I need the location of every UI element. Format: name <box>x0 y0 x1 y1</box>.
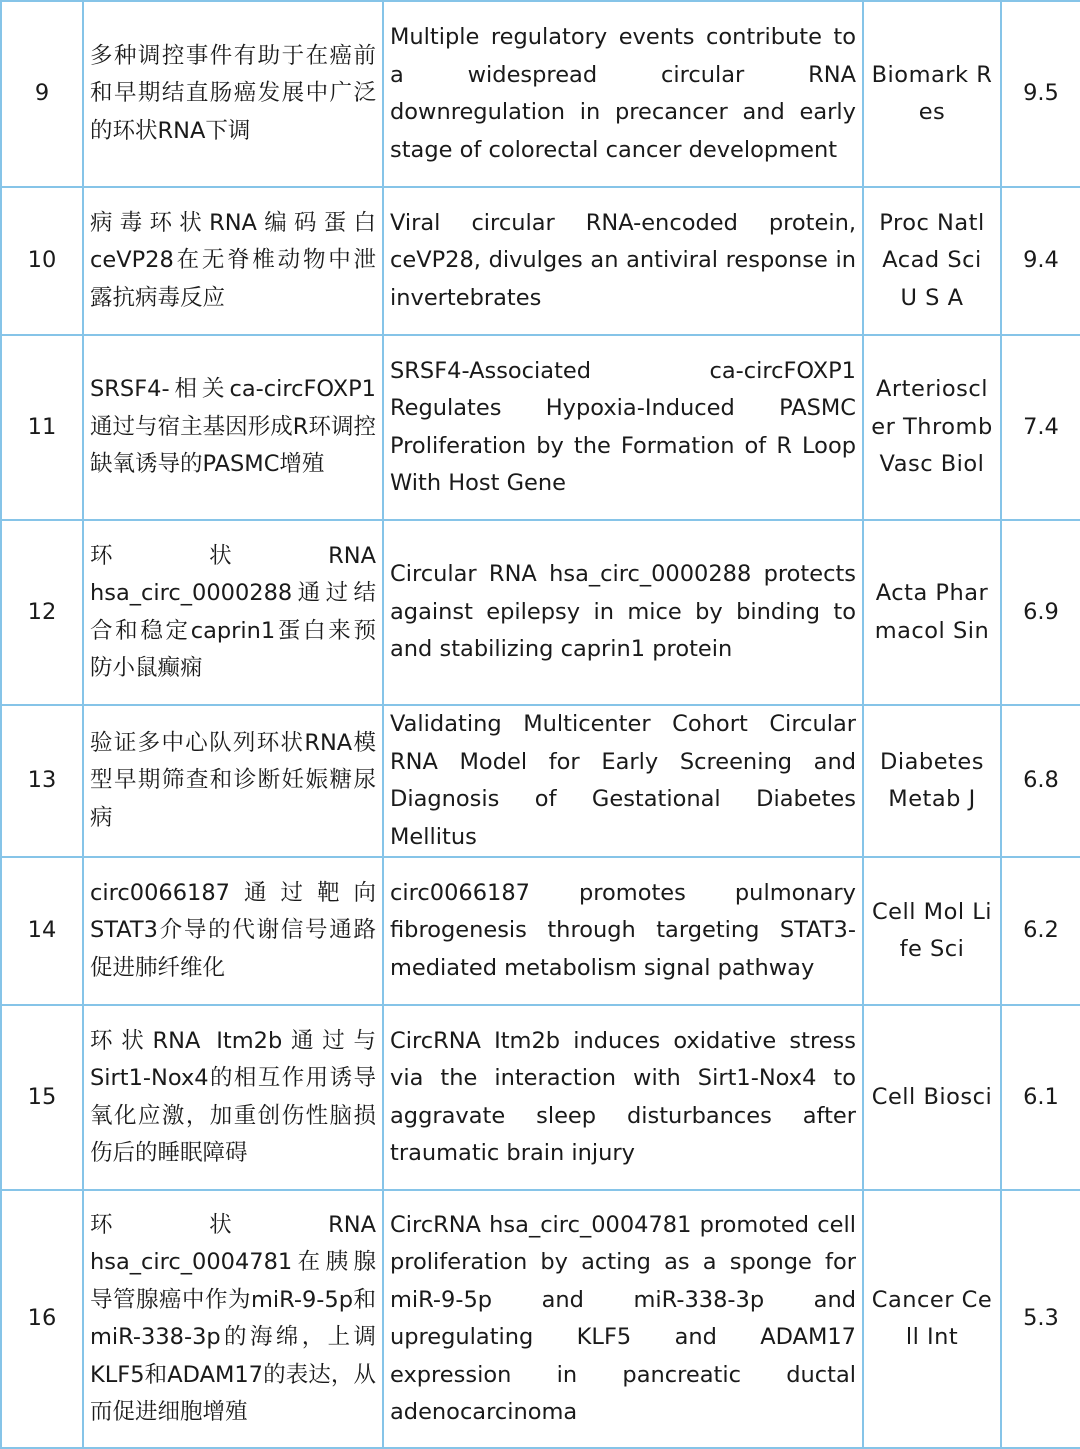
title-english: Circular RNA hsa_circ_0000288 protects against epilepsy in mice by binding to and stabilizing caprin1 protein <box>383 520 863 705</box>
title-chinese: circ0066187通过靶向STAT3介导的代谢信号通路促进肺纤维化 <box>83 857 383 1005</box>
title-chinese: 环状RNA Itm2b通过与Sirt1-Nox4的相互作用诱导氧化应激，加重创伤性脑损伤后的睡眠障碍 <box>83 1005 383 1190</box>
row-number: 16 <box>1 1190 83 1448</box>
title-english: Viral circular RNA-encoded protein, ceVP28, divulges an antiviral response in invertebrates <box>383 187 863 335</box>
title-english: Validating Multicenter Cohort Circular RNA Model for Early Screening and Diagnosis of Gestational Diabetes Mellitus <box>383 705 863 857</box>
row-number: 13 <box>1 705 83 857</box>
table-row <box>1 335 1080 520</box>
table-row <box>1 1 1080 187</box>
title-english: circ0066187 promotes pulmonary fibrogenesis through targeting STAT3-mediated metabolism signal pathway <box>383 857 863 1005</box>
journal-name: Arterioscler Thromb Vasc Biol <box>863 335 1001 520</box>
impact-factor: 9.5 <box>1001 1 1080 187</box>
impact-factor: 6.8 <box>1001 705 1080 857</box>
title-chinese: 环状RNA hsa_circ_0000288通过结合和稳定caprin1蛋白来预防小鼠癫痫 <box>83 520 383 705</box>
table-row <box>1 857 1080 1005</box>
row-number: 15 <box>1 1005 83 1190</box>
impact-factor: 9.4 <box>1001 187 1080 335</box>
row-number: 12 <box>1 520 83 705</box>
title-chinese: 多种调控事件有助于在癌前和早期结直肠癌发展中广泛的环状RNA下调 <box>83 1 383 187</box>
title-english: CircRNA Itm2b induces oxidative stress via the interaction with Sirt1-Nox4 to aggravate sleep disturbances after traumatic brain injury <box>383 1005 863 1190</box>
journal-name: Cell Mol Life Sci <box>863 857 1001 1005</box>
journal-name: Cell Biosci <box>863 1005 1001 1190</box>
journal-name: Proc Natl Acad Sci U S A <box>863 187 1001 335</box>
journal-name: Cancer Cell Int <box>863 1190 1001 1448</box>
title-chinese: 环状RNA hsa_circ_0004781在胰腺导管腺癌中作为miR-9-5p和miR-338-3p的海绵，上调KLF5和ADAM17的表达，从而促进细胞增殖 <box>83 1190 383 1448</box>
title-chinese: 病毒环状RNA编码蛋白ceVP28在无脊椎动物中泄露抗病毒反应 <box>83 187 383 335</box>
journal-name: Diabetes Metab J <box>863 705 1001 857</box>
title-english: Multiple regulatory events contribute to a widespread circular RNA downregulation in precancer and early stage of colorectal cancer development <box>383 1 863 187</box>
title-chinese: SRSF4-相关ca-circFOXP1通过与宿主基因形成R环调控缺氧诱导的PASMC增殖 <box>83 335 383 520</box>
journal-name: Acta Pharmacol Sin <box>863 520 1001 705</box>
impact-factor: 6.2 <box>1001 857 1080 1005</box>
impact-factor: 7.4 <box>1001 335 1080 520</box>
table-row <box>1 520 1080 705</box>
title-chinese: 验证多中心队列环状RNA模型早期筛查和诊断妊娠糖尿病 <box>83 705 383 857</box>
table-row <box>1 705 1080 857</box>
impact-factor: 6.9 <box>1001 520 1080 705</box>
impact-factor: 6.1 <box>1001 1005 1080 1190</box>
row-number: 9 <box>1 1 83 187</box>
table-row <box>1 1190 1080 1448</box>
row-number: 14 <box>1 857 83 1005</box>
title-english: CircRNA hsa_circ_0004781 promoted cell proliferation by acting as a sponge for miR-9-5p and miR-338-3p and upregulating KLF5 and ADAM17 expression in pancreatic ductal adenocarcinoma <box>383 1190 863 1448</box>
row-number: 10 <box>1 187 83 335</box>
row-number: 11 <box>1 335 83 520</box>
table-row <box>1 1005 1080 1190</box>
table-row <box>1 187 1080 335</box>
journal-name: Biomark Res <box>863 1 1001 187</box>
impact-factor: 5.3 <box>1001 1190 1080 1448</box>
title-english: SRSF4-Associated ca-circFOXP1 Regulates Hypoxia-Induced PASMC Proliferation by the Formation of R Loop With Host Gene <box>383 335 863 520</box>
